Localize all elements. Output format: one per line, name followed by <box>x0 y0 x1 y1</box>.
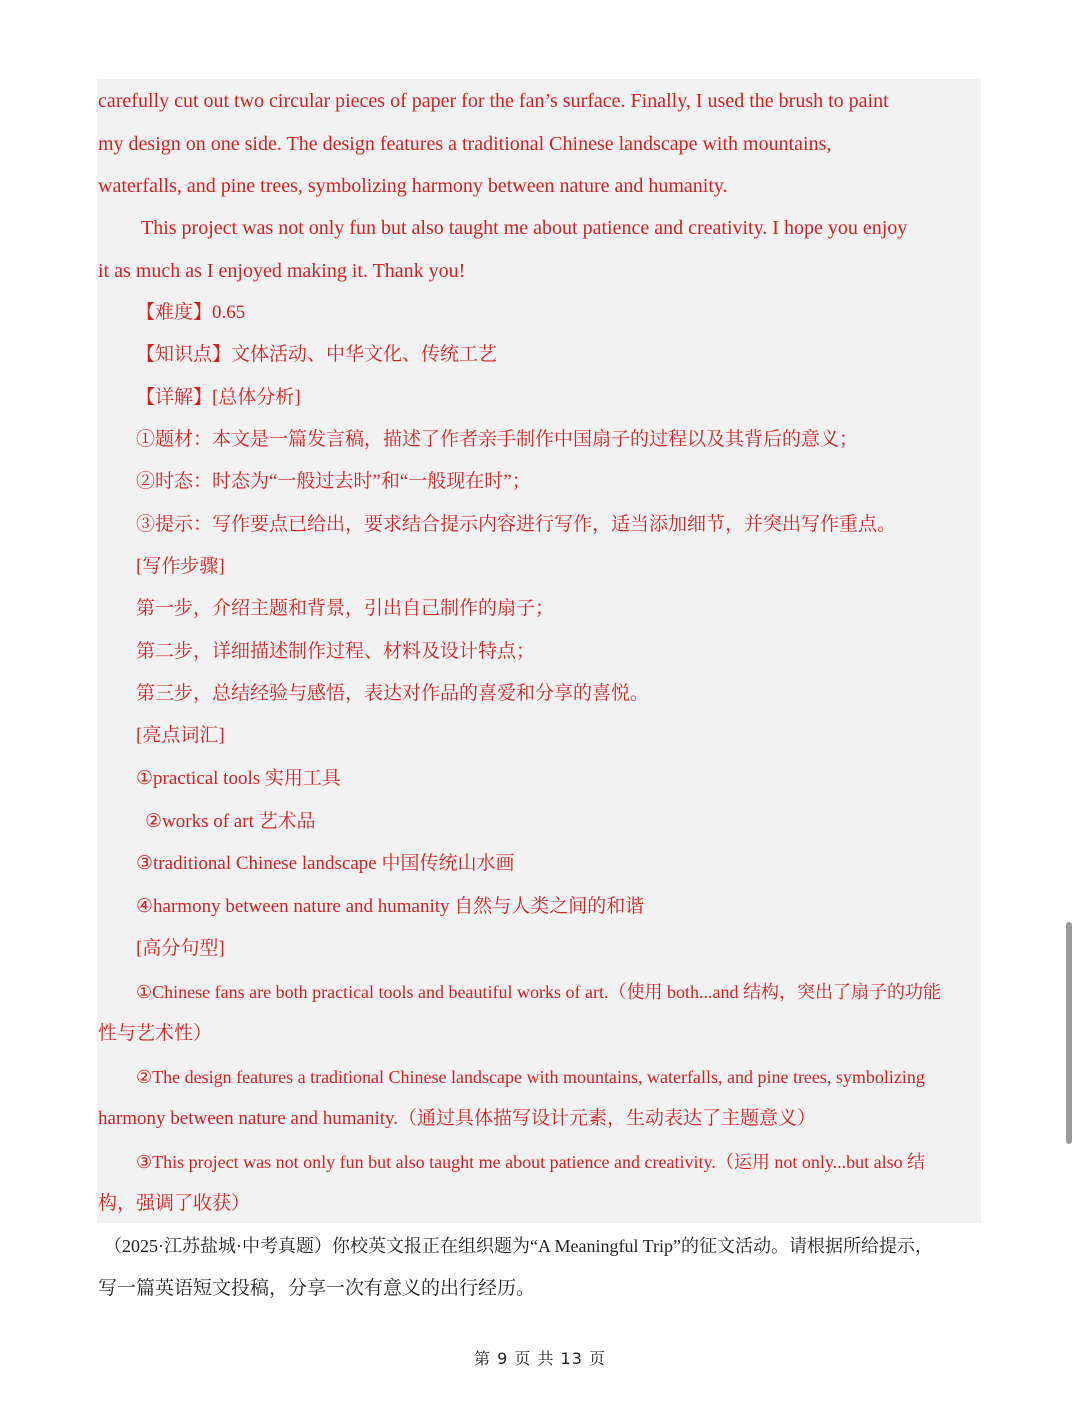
sentence-item: 构，强调了收获） <box>98 1193 251 1214</box>
step-item: 第一步，介绍主题和背景，引出自己制作的扇子； <box>136 598 555 619</box>
analysis-item: ①题材：本文是一篇发言稿，描述了作者亲手制作中国扇子的过程以及其背后的意义； <box>136 429 859 450</box>
difficulty-label: 【难度】0.65 <box>136 302 246 323</box>
steps-header: [写作步骤] <box>136 556 225 577</box>
sentence-item: harmony between nature and humanity.（通过具体描写设计元素，生动表达了主题意义） <box>98 1108 817 1129</box>
sentence-item: ③This project was not only fun but also taught me about patience and creativity.（运用 not only...but also 结 <box>136 1152 926 1172</box>
step-item: 第三步，总结经验与感悟，表达对作品的喜爱和分享的喜悦。 <box>136 683 650 704</box>
analysis-item: ②时态：时态为“一般过去时”和“一般现在时”； <box>136 471 531 492</box>
vocab-item: ③traditional Chinese landscape 中国传统山水画 <box>136 853 515 874</box>
step-item: 第二步，详细描述制作过程、材料及设计特点； <box>136 641 536 662</box>
vocab-item: ②works of art 艺术品 <box>145 811 316 832</box>
next-question-line: （2025·江苏盐城·中考真题）你校英文报正在组织题为“A Meaningful Trip”的征文活动。请根据所给提示， <box>104 1236 933 1256</box>
sentences-header: [高分句型] <box>136 938 225 959</box>
essay-line: This project was not only fun but also taught me about patience and creativity. I hope you enjoy <box>141 217 908 239</box>
next-question-line: 写一篇英语短文投稿，分享一次有意义的出行经历。 <box>98 1278 536 1299</box>
vocab-header: [亮点词汇] <box>136 725 225 746</box>
essay-line: it as much as I enjoyed making it. Thank you! <box>98 260 466 282</box>
essay-line: my design on one side. The design features a traditional Chinese landscape with mountains, <box>98 133 832 155</box>
vocab-item: ④harmony between nature and humanity 自然与人类之间的和谐 <box>136 896 645 917</box>
vocab-item: ①practical tools 实用工具 <box>136 768 341 789</box>
page-number: 第 9 页 共 13 页 <box>474 1349 606 1368</box>
knowledge-points: 【知识点】文体活动、中华文化、传统工艺 <box>136 344 498 365</box>
vertical-scrollbar[interactable] <box>1066 922 1072 1144</box>
essay-line: waterfalls, and pine trees, symbolizing harmony between nature and humanity. <box>98 175 728 197</box>
sentence-item: ①Chinese fans are both practical tools and beautiful works of art.（使用 both...and 结构，突出了扇子的功能 <box>136 982 941 1002</box>
sentence-item: ②The design features a traditional Chinese landscape with mountains, waterfalls, and pine trees, symbolizing <box>136 1067 925 1087</box>
sentence-item: 性与艺术性） <box>98 1023 213 1044</box>
detail-header: 【详解】[总体分析] <box>136 387 301 408</box>
analysis-item: ③提示：写作要点已给出，要求结合提示内容进行写作，适当添加细节，并突出写作重点。 <box>136 514 897 535</box>
essay-line: carefully cut out two circular pieces of paper for the fan’s surface. Finally, I used the brush to paint <box>98 90 889 112</box>
